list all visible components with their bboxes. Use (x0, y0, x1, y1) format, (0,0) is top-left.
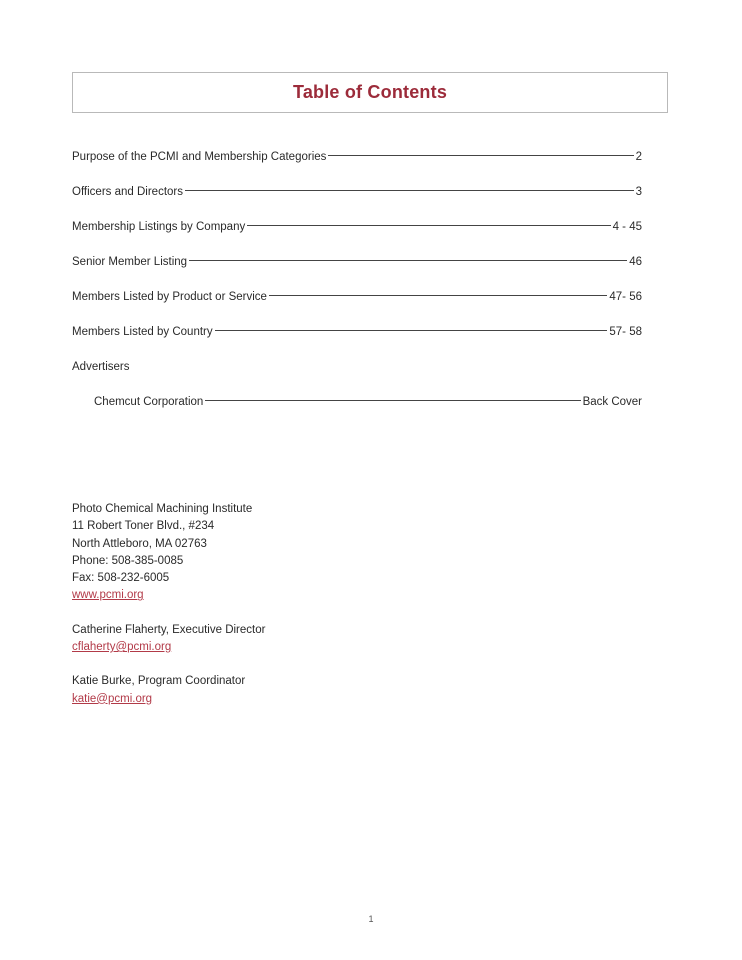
toc-entry-by-product[interactable] (72, 291, 642, 326)
toc-entry-page: 47- 56 (609, 291, 642, 303)
toc-entry-page: 57- 58 (609, 326, 642, 338)
toc-entry-label: Membership Listings by Company (72, 221, 246, 233)
toc-entry-chemcut[interactable] (72, 396, 642, 431)
toc-entry-page: 3 (635, 186, 642, 198)
director-name: Catherine Flaherty, Executive Director (72, 623, 266, 636)
address-line-1: 11 Robert Toner Blvd., #234 (72, 520, 215, 533)
toc-list (72, 151, 642, 431)
page-title: Table of Contents (292, 82, 448, 102)
toc-entry-label: Officers and Directors (72, 186, 183, 198)
toc-leader-line (247, 225, 610, 226)
phone-number: Phone: 508-385-0085 (72, 554, 184, 567)
toc-entry-label: Members Listed by Country (72, 326, 213, 338)
toc-entry-label: Members Listed by Product or Service (72, 291, 267, 303)
toc-leader-line (185, 190, 634, 191)
toc-entry-page: Back Cover (582, 396, 642, 408)
coordinator-name: Katie Burke, Program Coordinator (72, 675, 246, 688)
toc-entry-page: 2 (635, 151, 642, 163)
toc-entry-by-country[interactable] (72, 326, 642, 361)
toc-leader-line (215, 330, 608, 331)
address-line-2: North Attleboro, MA 02763 (72, 537, 207, 550)
toc-entry-senior-members[interactable] (72, 256, 642, 291)
toc-entry-officers[interactable] (72, 186, 642, 221)
toc-leader-line (205, 400, 580, 401)
toc-entry-label: Chemcut Corporation (94, 396, 204, 408)
contact-block (72, 501, 265, 708)
fax-number: Fax: 508-232-6005 (72, 572, 170, 585)
toc-entry-membership-listings[interactable] (72, 221, 642, 256)
toc-section-heading: Advertisers (72, 361, 130, 373)
toc-leader-line (269, 295, 607, 296)
org-name: Photo Chemical Machining Institute (72, 503, 253, 515)
coordinator-email-link[interactable]: katie@pcmi.org (72, 692, 153, 705)
toc-entry-label: Senior Member Listing (72, 256, 188, 268)
toc-entry-purpose[interactable] (72, 151, 642, 186)
toc-entry-page: 46 (629, 256, 642, 268)
title-box (72, 72, 668, 113)
website-link[interactable]: www.pcmi.org (72, 589, 144, 602)
toc-entry-advertisers (72, 361, 642, 396)
toc-leader-line (189, 260, 627, 261)
toc-entry-page: 4 - 45 (612, 221, 642, 233)
page-number: 1 (368, 914, 374, 924)
director-email-link[interactable]: cflaherty@pcmi.org (72, 641, 172, 654)
toc-entry-label: Purpose of the PCMI and Membership Categories (72, 151, 327, 163)
spacer (72, 656, 265, 673)
toc-leader-line (328, 155, 633, 156)
spacer (72, 605, 265, 622)
